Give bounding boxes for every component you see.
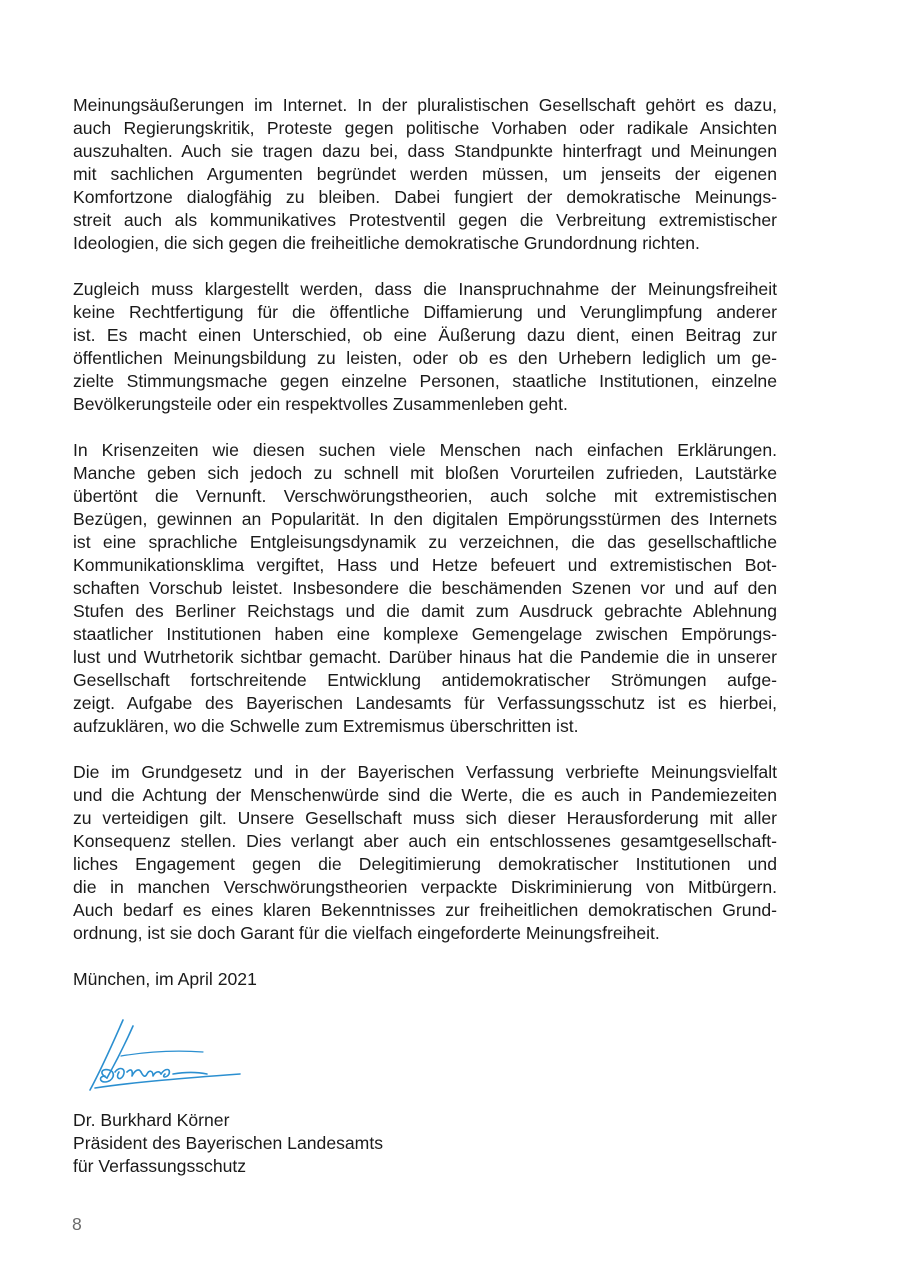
text-line: Stufen des Berliner Reichstags und die damit zum Ausdruck gebrachte Ablehnung <box>73 601 777 621</box>
text-line: die in manchen Verschwörungstheorien verpackte Diskriminierung von Mitbürgern. <box>73 877 777 897</box>
text-line: aufzuklären, wo die Schwelle zum Extremismus überschritten ist. <box>73 716 579 736</box>
text-line: Auch bedarf es eines klaren Bekenntnisses zur freiheitlichen demokratischen Grund- <box>73 900 777 920</box>
place-date: München, im April 2021 <box>73 969 257 989</box>
text-line: ist. Es macht einen Unterschied, ob eine Äußerung dazu dient, einen Beitrag zur <box>73 325 777 345</box>
text-line: zu verteidigen gilt. Unsere Gesellschaft muss sich dieser Herausforderung mit aller <box>73 808 777 828</box>
text-line: In Krisenzeiten wie diesen suchen viele Menschen nach einfachen Erklärungen. <box>73 440 777 460</box>
text-line: Meinungsäußerungen im Internet. In der pluralistischen Gesellschaft gehört es dazu, <box>73 95 777 115</box>
text-line: Ideologien, die sich gegen die freiheitliche demokratische Grundordnung richten. <box>73 233 700 253</box>
body-paragraph <box>73 761 777 945</box>
text-line: staatlicher Institutionen haben eine komplexe Gemengelage zwischen Empörungs- <box>73 624 777 644</box>
text-line: Bezügen, gewinnen an Popularität. In den digitalen Empörungsstürmen des Internets <box>73 509 777 529</box>
text-line: Bevölkerungsteile oder ein respektvolles Zusammenleben geht. <box>73 394 568 414</box>
text-line: Gesellschaft fortschreitende Entwicklung antidemokratischer Strömungen aufge- <box>73 670 777 690</box>
text-line: zeigt. Aufgabe des Bayerischen Landesamts für Verfassungsschutz ist es hierbei, <box>73 693 777 713</box>
text-line: Kommunikationsklima vergiftet, Hass und Hetze befeuert und extremistischen Bot- <box>73 555 777 575</box>
body-paragraph <box>73 278 777 416</box>
handwritten-signature <box>85 1016 245 1096</box>
document-body <box>73 94 777 991</box>
text-line: schaften Vorschub leistet. Insbesondere die beschämenden Szenen vor und auf den <box>73 578 777 598</box>
text-line: ist eine sprachliche Entgleisungsdynamik zu verzeichnen, die das gesellschaftliche <box>73 532 777 552</box>
text-line: zielte Stimmungsmache gegen einzelne Personen, staatliche Institutionen, einzelne <box>73 371 777 391</box>
signer-name: Dr. Burkhard Körner <box>73 1110 230 1130</box>
text-line: keine Rechtfertigung für die öffentliche Diffamierung und Verunglimpfung anderer <box>73 302 777 322</box>
signer-block <box>73 1109 383 1178</box>
text-line: Komfortzone dialogfähig zu bleiben. Dabei fungiert der demokratische Meinungs- <box>73 187 777 207</box>
text-line: liches Engagement gegen die Delegitimierung demokratischer Institutionen und <box>73 854 777 874</box>
text-line: auszuhalten. Auch sie tragen dazu bei, dass Standpunkte hinterfragt und Meinungen <box>73 141 777 161</box>
text-line: lust und Wutrhetorik sichtbar gemacht. Darüber hinaus hat die Pandemie die in unserer <box>73 647 777 667</box>
page-number: 8 <box>72 1214 82 1234</box>
body-paragraph <box>73 94 777 255</box>
signer-title-line1: Präsident des Bayerischen Landesamts <box>73 1133 384 1153</box>
text-line: ordnung, ist sie doch Garant für die vielfach eingeforderte Meinungsfreiheit. <box>73 923 660 943</box>
text-line: und die Achtung der Menschenwürde sind die Werte, die es auch in Pandemiezeiten <box>73 785 777 805</box>
text-line: Die im Grundgesetz und in der Bayerischen Verfassung verbriefte Meinungsvielfalt <box>73 762 777 782</box>
text-line: Zugleich muss klargestellt werden, dass die Inanspruchnahme der Meinungsfreiheit <box>73 279 777 299</box>
text-line: übertönt die Vernunft. Verschwörungstheorien, auch solche mit extremistischen <box>73 486 777 506</box>
signer-title-line2: für Verfassungsschutz <box>73 1156 247 1176</box>
text-line: streit auch als kommunikatives Protestventil gegen die Verbreitung extremistischer <box>73 210 777 230</box>
text-line: Manche geben sich jedoch zu schnell mit bloßen Vorurteilen zufrieden, Lautstärke <box>73 463 777 483</box>
text-line: Konsequenz stellen. Dies verlangt aber auch ein entschlossenes gesamtgesellschaft- <box>73 831 777 851</box>
text-line: öffentlichen Meinungsbildung zu leisten, oder ob es den Urhebern lediglich um ge- <box>73 348 777 368</box>
text-line: auch Regierungskritik, Proteste gegen politische Vorhaben oder radikale Ansichten <box>73 118 777 138</box>
text-line: mit sachlichen Argumenten begründet werden müssen, um jenseits der eigenen <box>73 164 777 184</box>
paragraph-container <box>73 94 777 945</box>
body-paragraph <box>73 439 777 738</box>
